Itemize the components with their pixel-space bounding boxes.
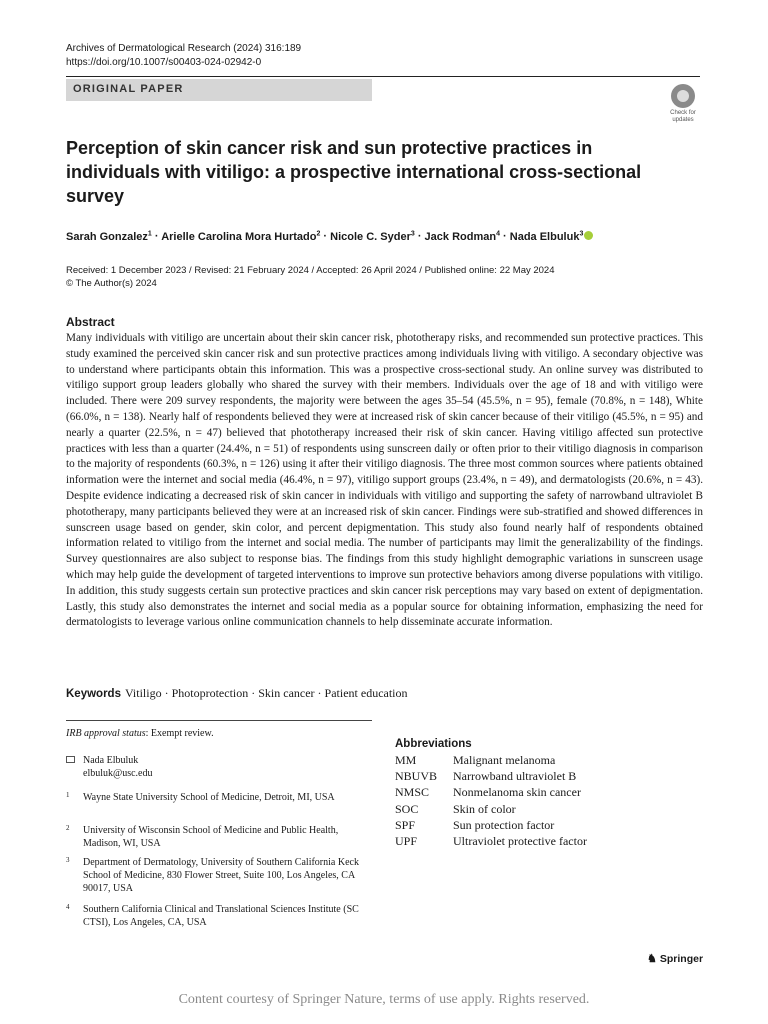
publication-dates (66, 264, 706, 290)
author[interactable]: Arielle Carolina Mora Hurtado$^2$ (161, 230, 321, 243)
abbreviations-heading: Abbreviations (395, 738, 472, 750)
author[interactable]: Nicole C. Syder$^3$ (330, 230, 415, 243)
check-for-updates-badge[interactable] (664, 84, 702, 124)
springer-horse-icon: ♞ (647, 953, 657, 965)
journal-citation: Archives of Dermatological Research (2024) 316:189 (66, 43, 302, 54)
check-updates-icon (671, 84, 695, 108)
copyright-line: © The Author(s) 2024 (66, 278, 157, 289)
abbreviation-row: SPF Sun protection factor (395, 817, 555, 832)
keywords-line (66, 686, 706, 702)
publisher-name: Springer (659, 953, 704, 965)
abstract-heading: Abstract (66, 315, 115, 329)
orcid-icon[interactable] (584, 231, 593, 240)
history-dates: Received: 1 December 2023 / Revised: 21 February 2024 / Accepted: 26 April 2024 / Published online: 22 May 2024 (66, 265, 555, 276)
article-type-label: ORIGINAL PAPER (73, 83, 184, 95)
courtesy-notice: Content courtesy of Springer Nature, terms of use apply. Rights reserved. (178, 992, 590, 1007)
footnote-rule (66, 720, 372, 721)
abbreviation-row: UPF Ultraviolet protective factor (395, 834, 587, 849)
irb-status: IRB approval status: Exempt review. (66, 728, 214, 739)
envelope-icon (66, 756, 75, 763)
abbreviation-row: NMSC Nonmelanoma skin cancer (395, 785, 581, 800)
abbreviation-row: SOC Skin of color (395, 801, 516, 816)
publisher-logo (647, 952, 703, 965)
article-type-banner (66, 79, 372, 101)
affiliation: 3 Department of Dermatology, University of Southern California Keck School of Medicine, 830 Flower Street, Suite 100, Los Angeles, CA 90017, USA (66, 856, 359, 894)
affiliation: 1 Wayne State University School of Medicine, Detroit, MI, USA (66, 791, 335, 803)
author[interactable]: Sarah Gonzalez$^1$ (66, 230, 152, 243)
abbreviation-row: MM Malignant melanoma (395, 753, 556, 767)
header-rule (66, 76, 700, 77)
affiliation: 4 Southern California Clinical and Translational Sciences Institute (SC CTSI), Los Angeles, CA, USA (66, 903, 359, 928)
article-title: Perception of skin cancer risk and sun protective practices in individuals with vitiligo: a prospective international cross-sectional survey (66, 138, 642, 206)
keywords-label: Keywords (66, 688, 121, 700)
abbreviation-row: NBUVB Narrowband ultraviolet B (395, 769, 577, 784)
affiliation: 2 University of Wisconsin School of Medicine and Public Health, Madison, WI, USA (66, 824, 339, 849)
author-list: Sarah Gonzalez$^1$ · Arielle Carolina Mora Hurtado$^2$ · Nicole C. Syder$^3$ · Jack Rodman$^4$ · Nada Elbuluk$^3$ (66, 227, 706, 244)
correspondence (66, 754, 366, 780)
author[interactable]: Jack Rodman$^4$ (424, 230, 500, 243)
corresponding-author: Nada Elbuluk (83, 755, 139, 766)
abbreviations-section (395, 738, 705, 849)
author[interactable]: Nada Elbuluk$^3$ (509, 230, 584, 243)
keywords-list: Vitiligo · Photoprotection · Skin cancer · Patient education (124, 686, 408, 700)
journal-header (66, 42, 301, 70)
doi-link[interactable]: https://doi.org/10.1007/s00403-024-02942-0 (66, 57, 262, 68)
check-updates-label: Check for updates (670, 110, 696, 123)
abstract-text: Many individuals with vitiligo are uncertain about their skin cancer risk, phototherapy risks, and recommended sun protective practices. This study examined the perceived skin cancer risk and sun protective practices among individuals living with vitiligo. A secondary objective was to understand where participants obtain this information. This was a prospective cross-sectional study. An online survey was distributed to vitiligo support group leaders globally who shared the survey with their members. Individuals over the age of 18 and with vitiligo were included. There were 209 survey respondents, the majority were between the ages 35–54 (45.5%, n = 95), female (70.8%, n = 148), White (66.0%, n = 138). Nearly half of respondents believed they were at increased risk of skin cancer because of their vitiligo (45.5%, n = 95) and nearly a quarter (22.5%, n = 47) believed that phototherapy increased their risk of skin cancer. Having vitiligo affected sun protective practices with less than a quarter (24.4%, n = 51) of respondents using sunscreen daily or often prior to their vitiligo diagnosis in comparison to the majority of respondents (60.3%, n = 126) using it after their vitiligo diagnosis. The three most common sources where patients obtained information were the internet and social media (46.4%, n = 97), vitiligo support groups (23.4%, n = 49), and dermatologists (20.6%, n = 43). Despite evidence indicating a decreased risk of skin cancer in individuals with vitiligo and supporting the safety of narrowband ultraviolet B phototherapy, many participants believed they were at an increased risk of skin cancer. Findings were sub-stratified and showed differences in sunscreen usage based on gender, skin color, and percent depigmentation. This study also found nearly half of respondents obtained information related to vitiligo from the internet and social media. The number of participants may limit the generalizability of the findings. Survey questionnaires are also subject to response bias. The findings from this study highlight demographic variations in sunscreen usage which may help guide the development of targeted interventions to improve sun protective behaviors among diverse populations with vitiligo. In addition, this study suggests certain sun protective practices and skin cancer risk perceptions may vary based on extent of depigmentation. Lastly, this study also demonstrates the internet and social media as a popular source for obtaining information, emphasizing the need for dermatologists to leverage various online communication channels to help disseminate accurate information. (66, 332, 703, 629)
corresponding-email[interactable]: elbuluk@usc.edu (83, 768, 153, 779)
